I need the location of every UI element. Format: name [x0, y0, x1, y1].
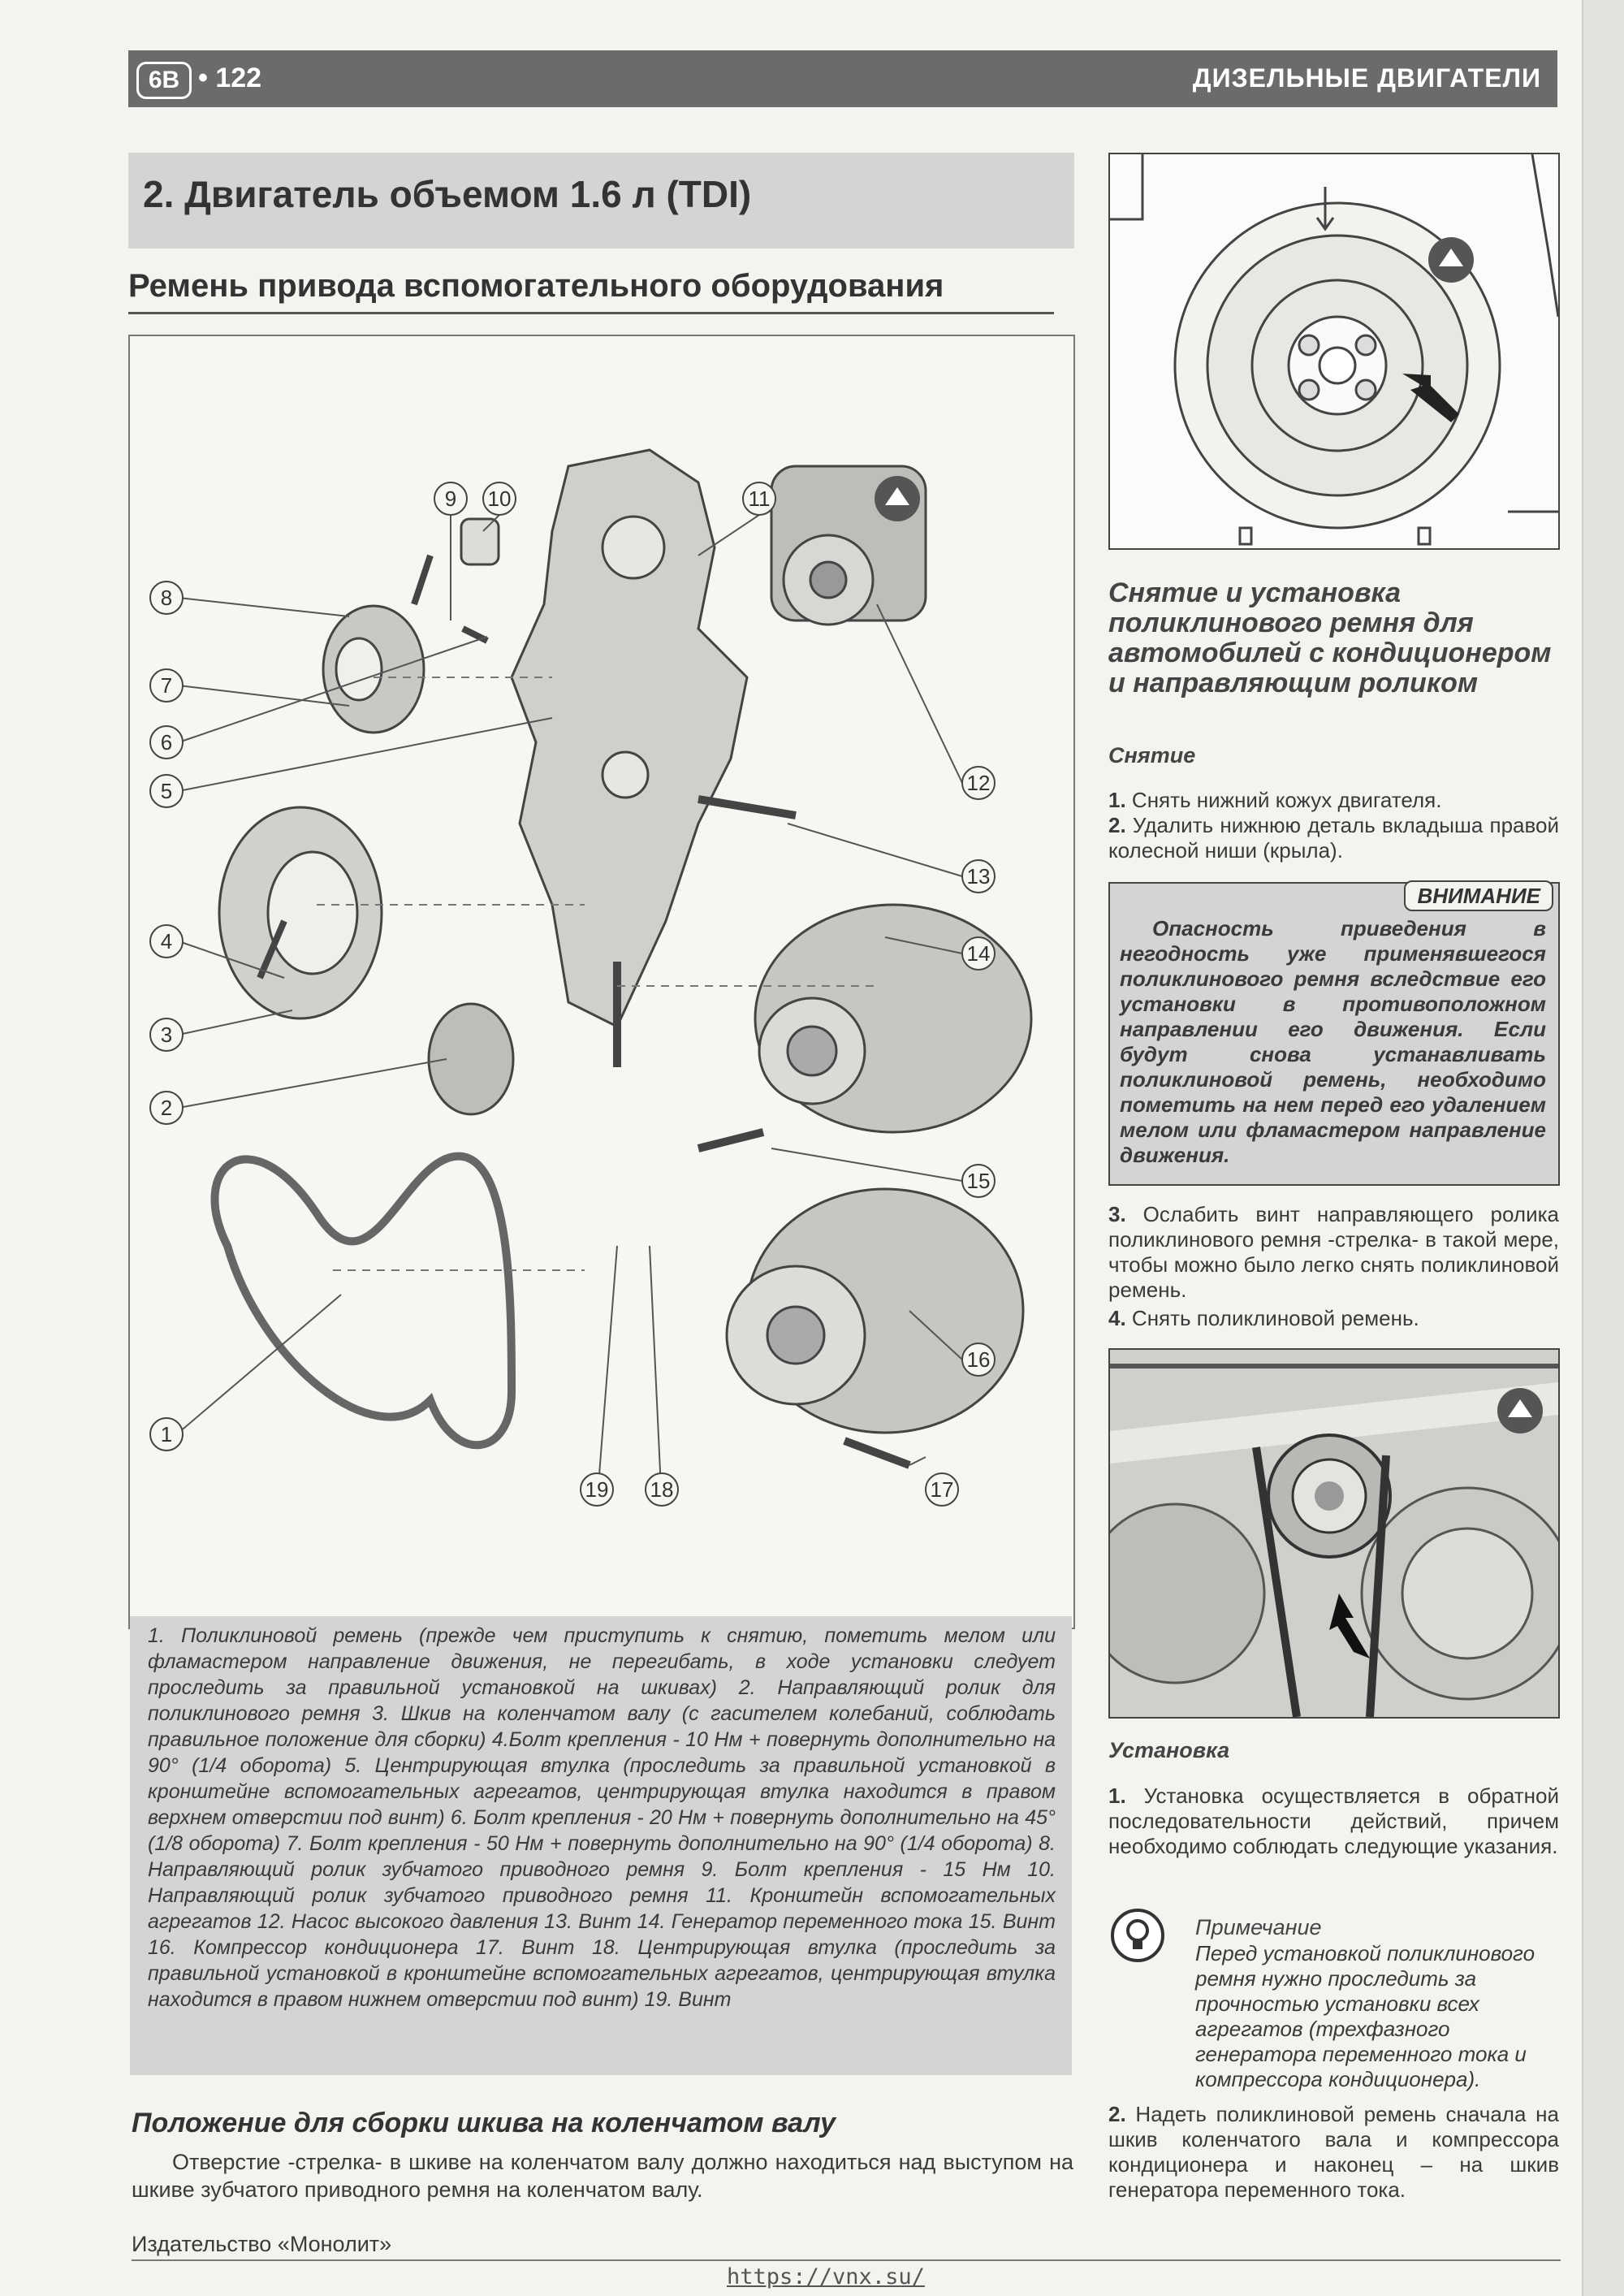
callout-8: [150, 582, 183, 614]
subsection-rule: [128, 312, 1054, 314]
page-header: [128, 50, 1557, 107]
svg-text:9: 9: [444, 486, 457, 511]
note-text: Перед установкой поликлинового ремня нужно проследить за прочностью установки всех агрегатов (трехфазного генератора переменного тока и компрессора кондиционера).: [1195, 1941, 1535, 2091]
right-column-title: Снятие и установка поликлинового ремня для автомобилей с кондиционером и направляющим роликом: [1108, 577, 1552, 698]
note-label: Примечание: [1195, 1915, 1322, 1939]
svg-text:2: 2: [160, 1096, 173, 1120]
callout-12: [962, 767, 995, 799]
callout-9: [434, 482, 467, 515]
publisher: Издательство «Монолит»: [132, 2232, 392, 2256]
belt-tensioner-photo: [1108, 1348, 1560, 1719]
page-edge: [1582, 0, 1624, 2296]
warning-text: Опасность приведения в негодность уже применявшегося поликлинового ремня вследствие его установки в противоположном направлении его движения. Если будут снова устанавливать поликлиновой ремень, необходимо пометить на нем перед его удалением мелом или фламастером направление движения.: [1120, 916, 1546, 1167]
callout-16: [962, 1343, 995, 1376]
svg-text:16: 16: [966, 1347, 991, 1372]
svg-text:10: 10: [487, 486, 512, 511]
warning-label: ВНИМАНИЕ: [1404, 880, 1553, 911]
svg-text:1: 1: [160, 1422, 173, 1446]
diagram-caption-box: [130, 1616, 1072, 2075]
callout-11: [743, 482, 775, 515]
diagram-caption: 1. Поликлиновой ремень (прежде чем приступить к снятию, пометить мелом или фламастером направление движения, не перегибать, в ходе установки следует проследить за правильной установкой на шкивах) 2. Направляющий ролик для поликлинового ремня 3. Шкив на коленчатом валу (с гасителем колебаний, соблюдать правильное положение для сборки) 4.Болт крепления - 10 Нм + повернуть дополнительно на 90° (1/4 оборота) 5. Центрирующая втулка (проследить за правильной установкой в кронштейне вспомогательных агрегатов, центрирующая втулка находится в правом верхнем отверстии под винт) 6. Болт крепления - 20 Нм + повернуть дополнительно на 45° (1/8 оборота) 7. Болт крепления - 50 Нм + повернуть дополнительно на 90° (1/4 оборота) 8. Направляющий ролик зубчатого приводного ремня 9. Болт крепления - 15 Нм 10. Направляющий ролик зубчатого приводного ремня 11. Кронштейн вспомогательных агрегатов 12. Насос высокого давления 13. Винт 14. Генератор переменного тока 15. Винт 16. Компрессор кондиционера 17. Винт 18. Центрирующая втулка (проследить за правильной установкой в кронштейне вспомогательных агрегатов, центрирующая втулка находится в правом нижнем отверстии под винт) 19. Винт: [148, 1624, 1056, 2011]
callout-17: [926, 1473, 958, 1506]
svg-text:4: 4: [160, 929, 173, 953]
footer-url[interactable]: https://vnx.su/: [727, 2264, 925, 2290]
svg-text:7: 7: [160, 673, 173, 698]
install-heading: Установка: [1108, 1738, 1230, 1762]
chapter-badge: 6B: [136, 62, 192, 99]
section-title: 2. Двигатель объемом 1.6 л (TDI): [143, 173, 752, 215]
removal-step-2: 2. Удалить нижнюю деталь вкладыша правой колесной ниши (крыла).: [1108, 813, 1559, 863]
svg-text:3: 3: [160, 1023, 173, 1047]
callout-4: [150, 925, 183, 958]
svg-text:12: 12: [966, 771, 991, 795]
position-section-title: Положение для сборки шкива на коленчатом валу: [132, 2108, 836, 2138]
callout-13: [962, 860, 995, 893]
callout-19: [581, 1473, 613, 1506]
chapter-title: ДИЗЕЛЬНЫЕ ДВИГАТЕЛИ: [1192, 63, 1541, 93]
removal-step-1: 1. Снять нижний кожух двигателя.: [1108, 788, 1442, 812]
svg-text:5: 5: [160, 779, 173, 803]
callout-6: [150, 726, 183, 759]
page-number: • 122: [198, 63, 262, 93]
subsection-title: Ремень привода вспомогательного оборудования: [128, 268, 944, 304]
svg-text:18: 18: [650, 1477, 674, 1502]
service-logo-icon: [875, 476, 920, 521]
svg-text:8: 8: [160, 586, 173, 610]
engine-parts-illustration: [130, 336, 1073, 1619]
svg-text:13: 13: [966, 864, 991, 889]
svg-text:6: 6: [160, 730, 173, 755]
warning-box: [1108, 882, 1560, 1186]
install-step-2: 2. Надеть поликлиновой ремень сначала на шкив коленчатого вала и компрессора кондиционера и наконец – на шкив генератора переменного тока.: [1108, 2102, 1559, 2202]
crank-pulley-photo: [1108, 153, 1560, 550]
install-step-1: 1. Установка осуществляется в обратной последовательности действий, причем необходимо соблюдать следующие указания.: [1108, 1784, 1559, 1858]
svg-text:14: 14: [966, 941, 991, 966]
callout-5: [150, 775, 183, 807]
svg-text:15: 15: [966, 1169, 991, 1193]
removal-step-3: 3. Ослабить винт направляющего ролика поликлинового ремня -стрелка- в такой мере, чтобы можно было легко снять поликлиновой ремень.: [1108, 1202, 1559, 1302]
callout-15: [962, 1165, 995, 1197]
svg-text:11: 11: [748, 486, 771, 511]
svg-text:17: 17: [930, 1477, 954, 1502]
footer-rule: [132, 2259, 1561, 2261]
callout-2: [150, 1092, 183, 1124]
service-logo-icon: [1497, 1388, 1543, 1433]
callout-3: [150, 1018, 183, 1051]
svg-text:19: 19: [585, 1477, 609, 1502]
removal-heading: Снятие: [1108, 743, 1196, 767]
position-section-text: Отверстие -стрелка- в шкиве на коленчатом валу должно находиться над выступом на шкиве зубчатого приводного ремня на коленчатом валу.: [132, 2150, 1073, 2202]
callout-18: [646, 1473, 678, 1506]
removal-step-4: 4. Снять поликлиновой ремень.: [1108, 1306, 1419, 1330]
callout-7: [150, 669, 183, 702]
exploded-diagram: [128, 335, 1075, 1629]
callout-14: [962, 937, 995, 970]
section-title-box: [128, 153, 1074, 249]
callout-10: [483, 482, 516, 515]
service-logo-icon: [1428, 237, 1474, 283]
callout-1: [150, 1418, 183, 1451]
